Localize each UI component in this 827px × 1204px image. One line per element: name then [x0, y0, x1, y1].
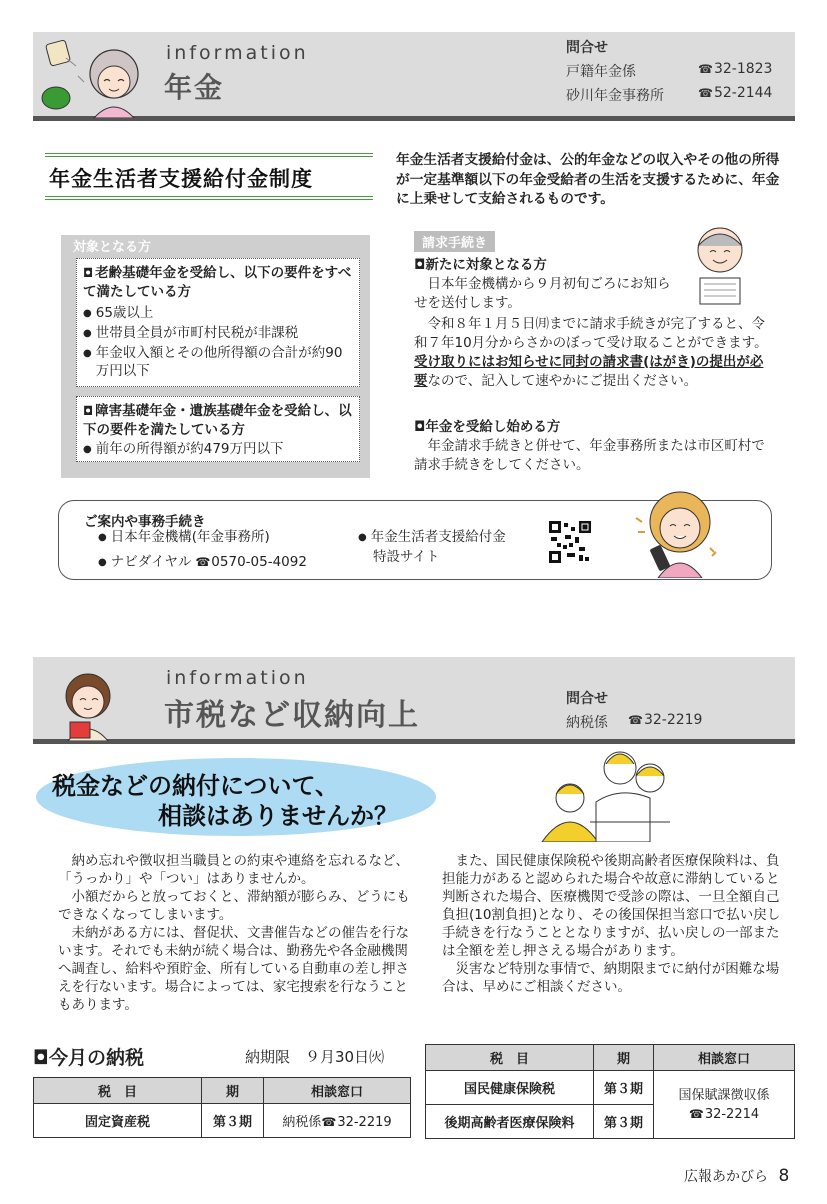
procedure-heading-2: ◘年金を受給し始める方: [414, 419, 561, 435]
tax-contact-title: 問合せ: [566, 691, 608, 707]
consultation-illustration: [540, 742, 680, 842]
square-icon: ◘: [414, 419, 426, 435]
square-icon: ◘: [414, 257, 426, 273]
pension-info-label: information: [166, 42, 309, 64]
tax-window: 納税係☎ 32-2219: [264, 1104, 411, 1138]
procedure-text-1: 日本年金機構から９月初旬ごろにお知らせを送付します。: [414, 276, 671, 311]
monthly-tax-title: ◘今月の納税: [33, 1047, 144, 1069]
page-number: 8: [778, 1166, 790, 1186]
pension-contact-2: [566, 85, 786, 105]
bubble-line-2: 相談はありませんか？: [158, 802, 398, 830]
contact-phone: ☎ 32-2219: [628, 712, 702, 728]
contact-name: 砂川年金事務所: [566, 88, 664, 104]
navi-phone: ☎ 0570-05-4092: [195, 553, 307, 573]
tax-name: 後期高齢者医療保険料: [426, 1105, 594, 1139]
bubble-line-1: 税金などの納付について、: [52, 772, 340, 800]
pension-contact-1: [566, 61, 786, 81]
tax-period: 第３期: [202, 1104, 264, 1138]
tax-column-1: [58, 852, 412, 1014]
box1-item: ● 65歳以上: [83, 304, 353, 324]
important-note: 受け取りにはお知らせに同封の請求書(はがき)の提出が必要: [414, 354, 764, 389]
box2-heading: ◘ 障害基礎年金・遺族基礎年金を受給し、以下の要件を満たしている方: [83, 402, 353, 440]
grandfather-illustration: [680, 220, 760, 306]
contact-name: 納税係: [566, 715, 608, 731]
pension-title: 年金: [164, 71, 225, 104]
tax-column-2: [442, 852, 782, 996]
col-header: 税 目: [34, 1078, 202, 1104]
paragraph: また、国民健康保険税や後期高齢者医療保険料は、負担能力があると認められた場合や故意に滞納していると判断された場合、医療機関で受診の際は、一旦全額自己負担(10割負担)となり、その後国保担当窓口で払い戻し手続きを行なうこととなりますが、払い戻しの一部または全額を差し押さえる場合があります。: [442, 853, 781, 959]
page-footer: [684, 1166, 789, 1186]
procedure-heading-1: ◘新たに対象となる方: [414, 257, 547, 273]
guide-item-3b: 特設サイト: [373, 549, 440, 565]
col-header: 期: [594, 1045, 654, 1071]
qr-code-icon[interactable]: [549, 521, 591, 563]
tax-contact: [566, 712, 726, 732]
woman-phone-illustration: [628, 478, 728, 578]
target-box-1: [76, 258, 360, 387]
box1-item: ● 年金収入額とその他所得額の合計が約90万円以下: [83, 344, 353, 380]
guide-item-1: ● 日本年金機構(年金事務所): [98, 528, 270, 548]
tax-info-label: information: [166, 667, 309, 689]
procedure-text-2: 令和８年１月５日㈪までに請求手続きが完了すると、令和７年10月分からさかのぼって受け取ることができます。受け取りにはお知らせに同封の請求書(はがき)の提出が必要なので、記入して速やかにご提出ください。: [414, 316, 768, 389]
target-label: 対象となる方: [73, 240, 152, 255]
payment-deadline: 納期限 ９月30日㈫: [245, 1048, 385, 1066]
tax-table-2: [425, 1044, 795, 1139]
box1-heading: ◘ 老齢基礎年金を受給し、以下の要件をすべて満たしている方: [83, 264, 353, 302]
box2-item: ● 前年の所得額が約479万円以下: [83, 440, 353, 460]
col-header: 相談窓口: [264, 1078, 411, 1104]
tax-window: 国保賦課徴収係 ☎ 32-2214: [654, 1071, 795, 1139]
paragraph: 災害など特別な事情で、納期限までに納付が困難な場合は、早めにご相談ください。: [442, 961, 780, 995]
contact-name: 戸籍年金係: [566, 64, 636, 80]
guide-item-2: ● ナビダイヤル ☎ 0570-05-4092: [98, 553, 307, 573]
paragraph: 未納がある方には、督促状、文書催告などの催告を行ないます。それでも未納が続く場合は、勤務先や各金融機関へ調査し、給料や預貯金、所有している自動車の差し押さえを行ないます。場合によっては、家宅捜索を行なうこともあります。: [58, 925, 409, 1013]
pension-contact-title: 問合せ: [566, 40, 608, 56]
header-bar: [33, 739, 795, 744]
col-header: 期: [202, 1078, 264, 1104]
tax-table-1: [33, 1077, 411, 1138]
tax-period: 第３期: [594, 1105, 654, 1139]
contact-phone: ☎ 52-2144: [698, 85, 772, 101]
grandmother-illustration: [38, 36, 148, 118]
tax-period: 第３期: [594, 1071, 654, 1105]
square-icon: ◘: [33, 1047, 49, 1069]
paragraph: 納め忘れや徴収担当職員との約束や連絡を忘れるなど、「うっかり」や「つい」はありませんか。: [58, 853, 409, 887]
tax-title: 市税など収納向上: [164, 698, 420, 733]
guide-title: ご案内や事務手続き: [84, 514, 206, 530]
contact-phone: ☎ 32-1823: [698, 61, 772, 77]
woman-book-illustration: [58, 666, 118, 741]
tax-name: 固定資産税: [34, 1104, 202, 1138]
pension-intro: 年金生活者支援給付金は、公的年金などの収入やその他の所得が一定基準額以下の年金受給者の生活を支援するために、年金に上乗せして支給されるものです。: [396, 152, 780, 207]
guide-item-3: ● 年金生活者支援給付金: [358, 528, 506, 548]
procedure-label: 請求手続き: [414, 231, 495, 252]
section-title: 年金生活者支援給付金制度: [49, 167, 313, 191]
col-header: 税 目: [426, 1045, 594, 1071]
procedure-text-3: 年金請求手続きと併せて、年金事務所または市区町村で請求手続きをしてください。: [414, 438, 765, 473]
paragraph: 小額だからと放っておくと、滞納額が膨らみ、どうにもできなくなってしまいます。: [58, 889, 410, 923]
target-box-2: [76, 396, 360, 462]
publication-name: 広報あかびら: [684, 1169, 768, 1185]
tax-name: 国民健康保険税: [426, 1071, 594, 1105]
box1-item: ● 世帯員全員が市町村民税が非課税: [83, 324, 353, 344]
col-header: 相談窓口: [654, 1045, 795, 1071]
